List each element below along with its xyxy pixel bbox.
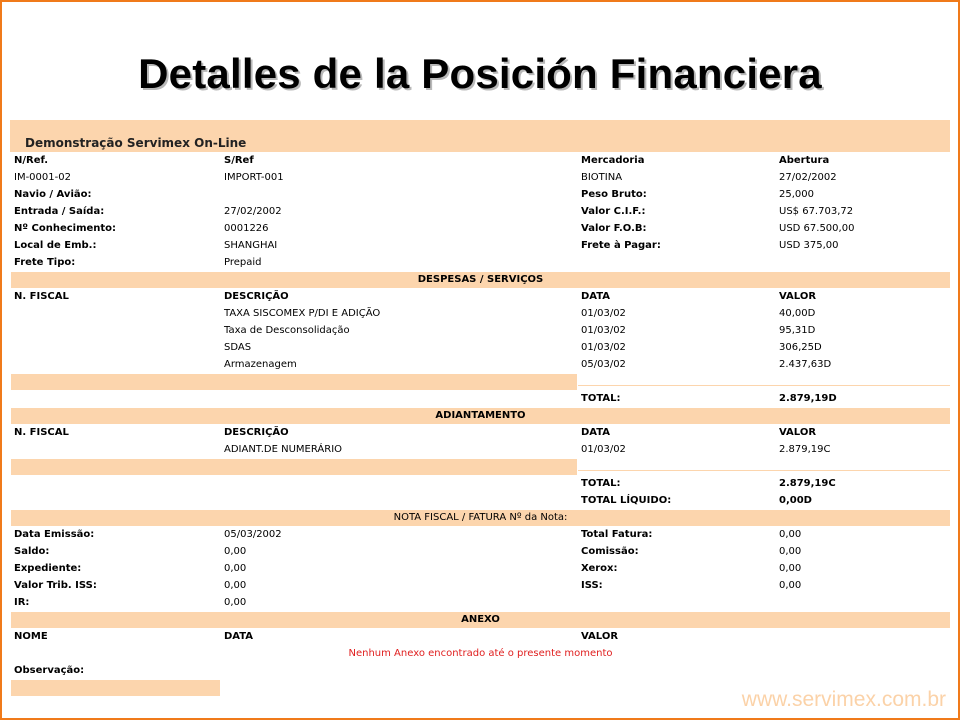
table-row xyxy=(11,442,951,459)
table-row xyxy=(11,306,951,323)
table-row xyxy=(11,170,951,187)
valor-trib-value: 0,00 xyxy=(221,578,578,595)
table-row xyxy=(11,323,951,340)
frete-pagar-value: USD 375,00 xyxy=(776,238,951,255)
navio-value xyxy=(221,187,578,204)
col-valor: VALOR xyxy=(776,425,951,442)
spacer-row xyxy=(11,459,951,476)
section-header-row xyxy=(11,510,951,527)
despesa-desc: Taxa de Desconsolidação xyxy=(221,323,578,340)
data-emissao-label: Data Emissão: xyxy=(11,527,221,544)
frete-pagar-label: Frete à Pagar: xyxy=(578,238,776,255)
col-valor: VALOR xyxy=(578,629,951,646)
frete-tipo-value: Prepaid xyxy=(221,255,578,272)
total-liquido-value: 0,00D xyxy=(776,493,951,510)
section-header-row xyxy=(11,612,951,629)
section-header-row xyxy=(11,272,951,289)
slide-title: Detalles de la Posición Financiera xyxy=(138,50,822,97)
footer-url: www.servimex.com.br xyxy=(741,688,946,711)
total-liquido-label: TOTAL LÍQUIDO: xyxy=(578,493,776,510)
frete-tipo-label: Frete Tipo: xyxy=(11,255,221,272)
table-row xyxy=(11,289,951,306)
table-row xyxy=(11,578,951,595)
col-nfiscal: N. FISCAL xyxy=(11,425,221,442)
spacer-row xyxy=(11,374,951,391)
peso-label: Peso Bruto: xyxy=(578,187,776,204)
document-caption: Demonstração Servimex On-Line xyxy=(10,120,950,152)
iss-value: 0,00 xyxy=(776,578,951,595)
xerox-label: Xerox: xyxy=(578,561,776,578)
adiantamento-desc: ADIANT.DE NUMERÁRIO xyxy=(221,442,578,459)
peso-value: 25,000 xyxy=(776,187,951,204)
despesa-desc: SDAS xyxy=(221,340,578,357)
table-row xyxy=(11,204,951,221)
despesa-valor: 95,31D xyxy=(776,323,951,340)
despesas-title: DESPESAS / SERVIÇOS xyxy=(11,272,951,289)
anexo-empty-message: Nenhum Anexo encontrado até o presente momento xyxy=(11,646,951,663)
abertura-label: Abertura xyxy=(776,153,951,170)
table-row xyxy=(11,527,951,544)
despesa-valor: 40,00D xyxy=(776,306,951,323)
adiantamento-title: ADIANTAMENTO xyxy=(11,408,951,425)
nref-label: N/Ref. xyxy=(11,153,221,170)
cif-value: US$ 67.703,72 xyxy=(776,204,951,221)
local-value: SHANGHAI xyxy=(221,238,578,255)
valor-trib-label: Valor Trib. ISS: xyxy=(11,578,221,595)
xerox-value: 0,00 xyxy=(776,561,951,578)
despesa-data: 01/03/02 xyxy=(578,323,776,340)
comissao-value: 0,00 xyxy=(776,544,951,561)
fob-label: Valor F.O.B: xyxy=(578,221,776,238)
total-row xyxy=(11,391,951,408)
table-row xyxy=(11,357,951,374)
table-row xyxy=(11,221,951,238)
navio-label: Navio / Avião: xyxy=(11,187,221,204)
table-row xyxy=(11,561,951,578)
anexo-title: ANEXO xyxy=(11,612,951,629)
sref-value: IMPORT-001 xyxy=(221,170,578,187)
saldo-label: Saldo: xyxy=(11,544,221,561)
cif-label: Valor C.I.F.: xyxy=(578,204,776,221)
fob-value: USD 67.500,00 xyxy=(776,221,951,238)
ir-value: 0,00 xyxy=(221,595,578,612)
abertura-value: 27/02/2002 xyxy=(776,170,951,187)
table-row xyxy=(11,646,951,663)
col-descricao: DESCRIÇÃO xyxy=(221,289,578,306)
table-row xyxy=(11,187,951,204)
expediente-label: Expediente: xyxy=(11,561,221,578)
entrada-value: 27/02/2002 xyxy=(221,204,578,221)
conhecimento-label: Nº Conhecimento: xyxy=(11,221,221,238)
data-emissao-value: 05/03/2002 xyxy=(221,527,578,544)
col-data: DATA xyxy=(221,629,578,646)
mercadoria-label: Mercadoria xyxy=(578,153,776,170)
table-row xyxy=(11,425,951,442)
col-nome: NOME xyxy=(11,629,221,646)
despesa-desc: Armazenagem xyxy=(221,357,578,374)
financial-document xyxy=(10,120,950,697)
total-row xyxy=(11,493,951,510)
despesa-valor: 306,25D xyxy=(776,340,951,357)
despesas-total-label: TOTAL: xyxy=(578,391,776,408)
table-row xyxy=(11,544,951,561)
adiantamento-total-value: 2.879,19C xyxy=(776,476,951,493)
total-fatura-value: 0,00 xyxy=(776,527,951,544)
iss-label: ISS: xyxy=(578,578,776,595)
ir-label: IR: xyxy=(11,595,221,612)
total-row xyxy=(11,476,951,493)
sref-label: S/Ref xyxy=(221,153,578,170)
despesa-data: 01/03/02 xyxy=(578,306,776,323)
observacao-label: Observação: xyxy=(11,663,221,680)
nref-value: IM-0001-02 xyxy=(11,170,221,187)
despesa-data: 05/03/02 xyxy=(578,357,776,374)
col-descricao: DESCRIÇÃO xyxy=(221,425,578,442)
total-fatura-label: Total Fatura: xyxy=(578,527,776,544)
entrada-label: Entrada / Saída: xyxy=(11,204,221,221)
table-row xyxy=(11,629,951,646)
despesa-valor: 2.437,63D xyxy=(776,357,951,374)
financial-table xyxy=(10,152,951,697)
nota-title: NOTA FISCAL / FATURA Nº da Nota: xyxy=(11,510,951,527)
table-row xyxy=(11,255,951,272)
table-row xyxy=(11,238,951,255)
table-row xyxy=(11,663,951,680)
section-header-row xyxy=(11,408,951,425)
despesa-data: 01/03/02 xyxy=(578,340,776,357)
table-row xyxy=(11,340,951,357)
despesas-total-value: 2.879,19D xyxy=(776,391,951,408)
local-label: Local de Emb.: xyxy=(11,238,221,255)
despesa-desc: TAXA SISCOMEX P/DI E ADIÇÃO xyxy=(221,306,578,323)
col-data: DATA xyxy=(578,425,776,442)
comissao-label: Comissão: xyxy=(578,544,776,561)
col-nfiscal: N. FISCAL xyxy=(11,289,221,306)
table-row xyxy=(11,595,951,612)
conhecimento-value: 0001226 xyxy=(221,221,578,238)
adiantamento-data: 01/03/02 xyxy=(578,442,776,459)
table-row xyxy=(11,153,951,170)
expediente-value: 0,00 xyxy=(221,561,578,578)
mercadoria-value: BIOTINA xyxy=(578,170,776,187)
col-data: DATA xyxy=(578,289,776,306)
adiantamento-valor: 2.879,19C xyxy=(776,442,951,459)
saldo-value: 0,00 xyxy=(221,544,578,561)
adiantamento-total-label: TOTAL: xyxy=(578,476,776,493)
col-valor: VALOR xyxy=(776,289,951,306)
